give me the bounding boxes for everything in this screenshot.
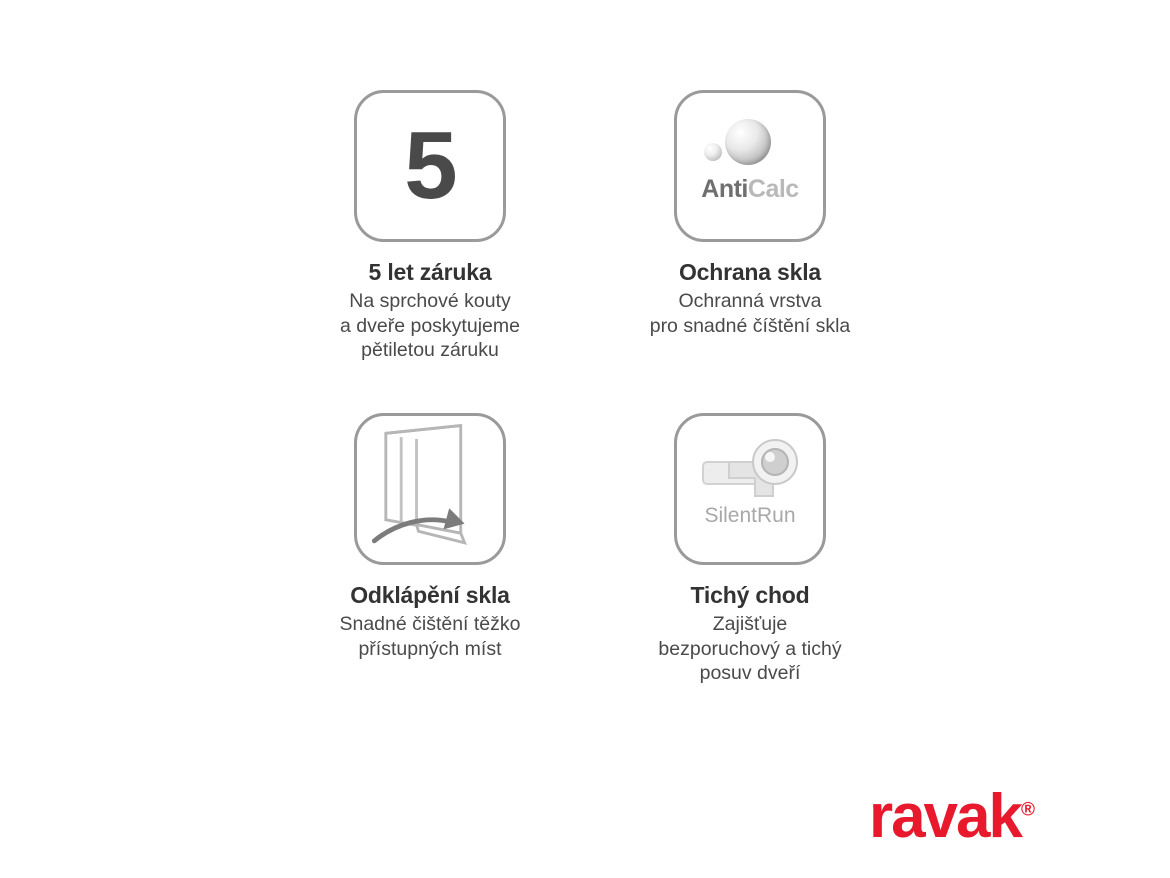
- feature-tilting-glass: [300, 413, 560, 686]
- anticalc-wordmark-part2: Calc: [747, 175, 799, 203]
- anticalc-wordmark-part1: Anti: [701, 175, 748, 203]
- feature-description-line: Na sprchové kouty: [349, 289, 511, 312]
- feature-description-line: pro snadné číštění skla: [649, 314, 851, 337]
- feature-grid: [300, 90, 880, 686]
- feature-description-line: posuv dveří: [699, 662, 801, 685]
- feature-description: [658, 612, 841, 686]
- tilting-glass-icon: [354, 413, 506, 565]
- silentrun-icon: [674, 413, 826, 565]
- tilting-glass-illustration: [357, 416, 503, 562]
- anticalc-wordmark: [677, 175, 823, 204]
- trademark-symbol: ®: [1021, 799, 1035, 821]
- feature-description: [340, 289, 520, 363]
- roller-mechanism-icon: [677, 416, 826, 565]
- feature-title: 5 let záruka: [368, 259, 492, 285]
- anticalc-illustration: [677, 93, 823, 239]
- brand-logo: [868, 782, 1035, 851]
- feature-title: Ochrana skla: [678, 259, 822, 285]
- feature-description-line: a dveře poskytujeme: [340, 314, 520, 337]
- feature-title: Tichý chod: [690, 582, 810, 608]
- silentrun-illustration: [677, 416, 823, 562]
- feature-description-line: přístupných míst: [358, 637, 502, 660]
- water-drop-small-icon: [704, 143, 722, 161]
- feature-description-line: pětiletou záruku: [361, 339, 499, 362]
- feature-description-line: Ochranná vrstva: [678, 289, 822, 312]
- feature-warranty: [300, 90, 560, 363]
- feature-silent-run: [620, 413, 880, 686]
- feature-description: [339, 612, 520, 662]
- brand-name: ravak: [868, 782, 1021, 851]
- feature-title: Odklápění skla: [350, 582, 510, 608]
- feature-description-line: Zajišťuje: [712, 612, 788, 635]
- silentrun-wordmark: SilentRun: [704, 504, 796, 527]
- feature-description-line: bezporuchový a tichý: [658, 637, 842, 660]
- number-five-icon: [354, 90, 506, 242]
- water-drop-large-icon: [725, 119, 771, 165]
- feature-description-line: Snadné čištění těžko: [339, 612, 521, 635]
- number-five-glyph: 5: [404, 112, 456, 219]
- feature-glass-protection: [620, 90, 880, 363]
- feature-description: [650, 289, 851, 339]
- anticalc-icon: [674, 90, 826, 242]
